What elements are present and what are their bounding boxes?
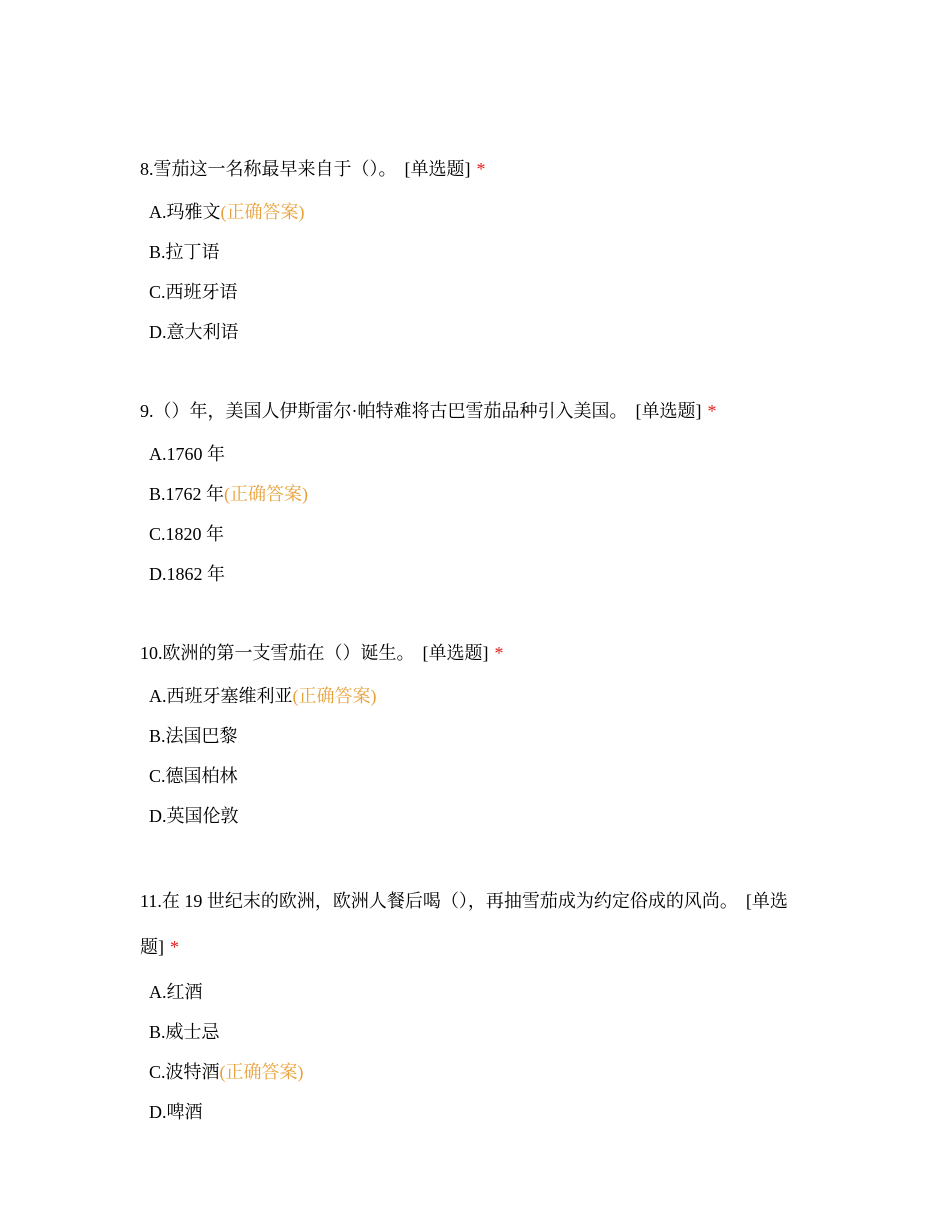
- option-c[interactable]: [149, 756, 820, 796]
- option-list: [140, 434, 820, 594]
- option-b[interactable]: [149, 232, 820, 272]
- option-list: [140, 972, 820, 1132]
- question-title: [140, 636, 820, 670]
- option-a[interactable]: [149, 434, 820, 474]
- option-label: D.1862 年: [149, 564, 225, 584]
- question-11: [140, 878, 820, 1132]
- option-label: A.红酒: [149, 982, 203, 1002]
- question-10: [140, 636, 820, 836]
- option-label: D.意大利语: [149, 322, 239, 342]
- option-b[interactable]: [149, 474, 820, 514]
- option-label: C.1820 年: [149, 524, 225, 544]
- question-type-label: [单选题]: [635, 401, 702, 421]
- option-c[interactable]: [149, 1052, 820, 1092]
- option-b[interactable]: [149, 1012, 820, 1052]
- question-text: 10.欧洲的第一支雪茄在（）诞生。: [140, 643, 415, 663]
- required-marker: *: [170, 937, 179, 957]
- question-text: 9.（）年，美国人伊斯雷尔·帕特难将古巴雪茄品种引入美国。: [140, 401, 628, 421]
- option-label: B.1762 年: [149, 484, 225, 504]
- question-title: [140, 878, 820, 970]
- option-label: A.西班牙塞维利亚: [149, 686, 293, 706]
- option-b[interactable]: [149, 716, 820, 756]
- question-text: 8.雪茄这一名称最早来自于（）。: [140, 159, 397, 179]
- option-a[interactable]: [149, 192, 820, 232]
- option-label: C.德国柏林: [149, 766, 238, 786]
- option-c[interactable]: [149, 272, 820, 312]
- question-title: [140, 394, 820, 428]
- question-type-label: [单选题]: [140, 891, 788, 957]
- option-label: A.1760 年: [149, 444, 225, 464]
- option-label: B.威士忌: [149, 1022, 220, 1042]
- option-label: D.啤酒: [149, 1102, 203, 1122]
- question-9: [140, 394, 820, 594]
- required-marker: *: [494, 643, 504, 663]
- question-type-label: [单选题]: [404, 159, 471, 179]
- option-label: B.拉丁语: [149, 242, 220, 262]
- option-label: B.法国巴黎: [149, 726, 238, 746]
- option-d[interactable]: [149, 554, 820, 594]
- option-label: D.英国伦敦: [149, 806, 239, 826]
- question-8: [140, 152, 820, 352]
- option-c[interactable]: [149, 514, 820, 554]
- option-list: [140, 676, 820, 836]
- option-d[interactable]: [149, 796, 820, 836]
- question-type-label: [单选题]: [422, 643, 489, 663]
- correct-answer-tag: (正确答案): [220, 202, 305, 222]
- option-label: C.波特酒: [149, 1062, 220, 1082]
- correct-answer-tag: (正确答案): [219, 1062, 304, 1082]
- option-a[interactable]: [149, 676, 820, 716]
- option-d[interactable]: [149, 1092, 820, 1132]
- option-list: [140, 192, 820, 352]
- option-label: A.玛雅文: [149, 202, 221, 222]
- option-label: C.西班牙语: [149, 282, 238, 302]
- required-marker: *: [707, 401, 717, 421]
- required-marker: *: [476, 159, 486, 179]
- option-a[interactable]: [149, 972, 820, 1012]
- correct-answer-tag: (正确答案): [292, 686, 377, 706]
- correct-answer-tag: (正确答案): [224, 484, 309, 504]
- question-text: 11.在 19 世纪末的欧洲，欧洲人餐后喝（），再抽雪茄成为约定俗成的风尚。: [140, 891, 738, 911]
- option-d[interactable]: [149, 312, 820, 352]
- question-title: [140, 152, 820, 186]
